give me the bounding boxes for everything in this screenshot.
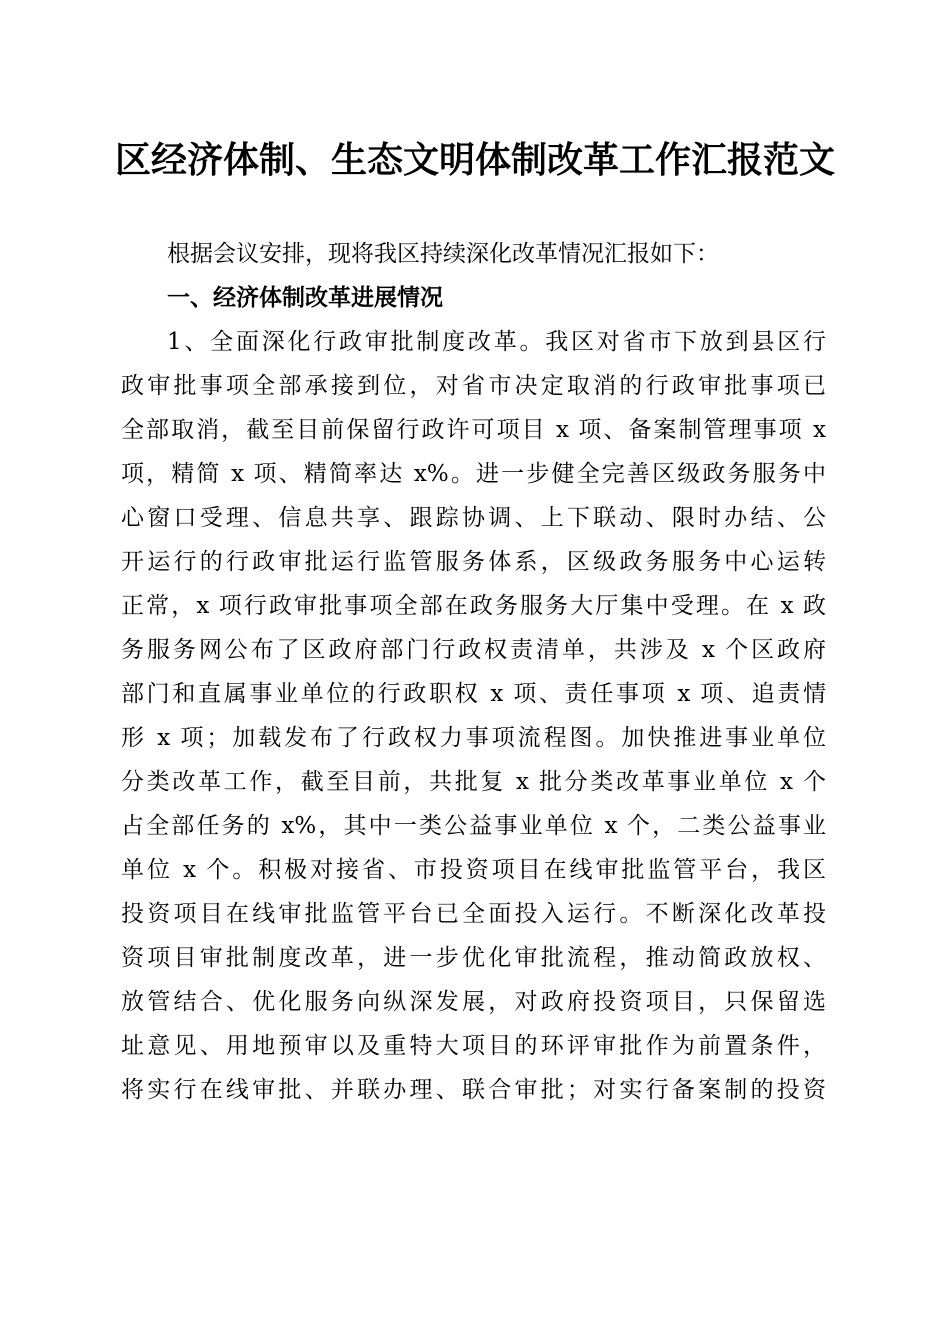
paragraph-line: 资项目审批制度改革，进一步优化审批流程，推动简政放权、 bbox=[121, 945, 826, 971]
paragraph-line: 放管结合、优化服务向纵深发展，对政府投资项目，只保留选 bbox=[121, 989, 826, 1015]
paragraph-line: 占全部任务的 x%，其中一类公益事业单位 x 个，二类公益事业 bbox=[121, 813, 826, 839]
paragraph-line: 务服务网公布了区政府部门行政权责清单，共涉及 x 个区政府 bbox=[121, 637, 826, 663]
paragraph-line: 部门和直属事业单位的行政职权 x 项、责任事项 x 项、追责情 bbox=[121, 681, 826, 707]
section-heading: 一、经济体制改革进展情况 bbox=[167, 285, 443, 311]
paragraph-line: 开运行的行政审批运行监管服务体系，区级政务服务中心运转 bbox=[121, 549, 826, 575]
intro-paragraph: 根据会议安排，现将我区持续深化改革情况汇报如下： bbox=[167, 241, 719, 267]
paragraph-line: 政审批事项全部承接到位，对省市决定取消的行政审批事项已 bbox=[121, 373, 826, 399]
paragraph-line: 将实行在线审批、并联办理、联合审批；对实行备案制的投资 bbox=[121, 1077, 826, 1103]
paragraph-line: 1、全面深化行政审批制度改革。我区对省市下放到县区行 bbox=[167, 329, 826, 355]
paragraph-line: 址意见、用地预审以及重特大项目的环评审批作为前置条件， bbox=[121, 1033, 826, 1059]
document-title: 区经济体制、生态文明体制改革工作汇报范文 bbox=[114, 139, 835, 181]
paragraph-line: 单位 x 个。积极对接省、市投资项目在线审批监管平台，我区 bbox=[121, 857, 826, 883]
paragraph-line: 投资项目在线审批监管平台已全面投入运行。不断深化改革投 bbox=[121, 901, 826, 927]
paragraph-line: 形 x 项；加载发布了行政权力事项流程图。加快推进事业单位 bbox=[121, 725, 826, 751]
paragraph-line: 全部取消，截至目前保留行政许可项目 x 项、备案制管理事项 x bbox=[121, 417, 826, 443]
paragraph-line: 项，精简 x 项、精简率达 x%。进一步健全完善区级政务服务中 bbox=[121, 461, 826, 487]
paragraph-line: 分类改革工作，截至目前，共批复 x 批分类改革事业单位 x 个 bbox=[121, 769, 826, 795]
paragraph-line: 正常，x 项行政审批事项全部在政务服务大厅集中受理。在 x 政 bbox=[121, 593, 826, 619]
paragraph-line: 心窗口受理、信息共享、跟踪协调、上下联动、限时办结、公 bbox=[121, 505, 826, 531]
